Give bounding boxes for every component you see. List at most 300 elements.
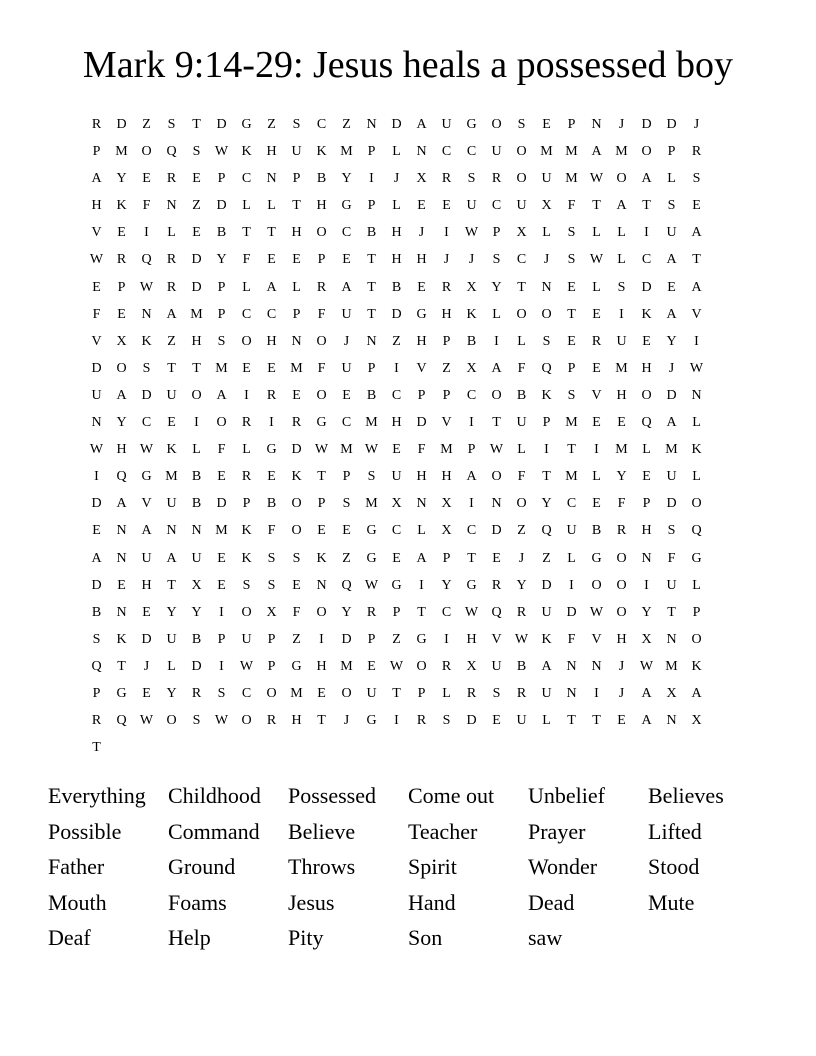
grid-letter: B — [591, 523, 602, 539]
word-bank-item: Mouth — [48, 889, 107, 915]
grid-letter: I — [319, 631, 324, 647]
grid-letter: Y — [666, 333, 677, 349]
word-bank-item: Believe — [288, 818, 356, 844]
grid-letter: Z — [142, 117, 151, 132]
grid-letter: L — [542, 225, 551, 241]
grid-letter: Z — [342, 117, 351, 132]
grid-letter: E — [292, 252, 301, 268]
grid-letter: U — [541, 604, 552, 620]
grid-letter: P — [217, 279, 226, 295]
grid-letter: L — [692, 469, 701, 485]
grid-letter: R — [491, 577, 502, 593]
grid-letter: K — [116, 198, 127, 214]
grid-letter: M — [115, 144, 128, 160]
grid-letter: I — [369, 171, 374, 187]
word-bank-item: Unbelief — [528, 783, 605, 808]
grid-letter: B — [216, 225, 227, 241]
grid-letter: O — [316, 333, 327, 349]
grid-letter: K — [116, 631, 127, 647]
grid-letter: U — [516, 713, 527, 729]
grid-letter: S — [492, 685, 501, 701]
grid-letter: K — [541, 387, 552, 403]
grid-letter: E — [267, 252, 276, 268]
grid-letter: F — [617, 496, 626, 512]
grid-letter: A — [666, 252, 677, 268]
grid-letter: D — [391, 306, 402, 322]
grid-letter: R — [441, 658, 452, 674]
grid-letter: E — [417, 279, 426, 295]
grid-letter: A — [116, 496, 127, 512]
grid-letter: A — [691, 279, 702, 295]
grid-letter: P — [317, 252, 326, 268]
grid-letter: H — [616, 387, 627, 403]
grid-letter: W — [464, 604, 479, 620]
grid-letter: C — [341, 415, 352, 431]
grid-letter: U — [491, 144, 502, 160]
word-bank-item: Wonder — [528, 854, 598, 879]
grid-letter: L — [292, 279, 301, 295]
grid-letter: R — [616, 523, 627, 539]
grid-letter: T — [242, 225, 251, 241]
grid-letter: P — [492, 225, 501, 241]
grid-letter: U — [516, 198, 527, 214]
grid-letter: E — [342, 387, 351, 403]
grid-letter: R — [591, 333, 602, 349]
grid-letter: F — [567, 198, 576, 214]
grid-letter: P — [442, 387, 451, 403]
grid-letter: Z — [192, 198, 201, 214]
grid-letter: T — [642, 198, 651, 214]
grid-letter: M — [340, 442, 353, 458]
grid-letter: Q — [166, 144, 177, 160]
grid-letter: A — [166, 306, 177, 322]
grid-letter: N — [416, 496, 427, 512]
grid-letter: I — [494, 333, 499, 349]
grid-letter: I — [144, 225, 149, 241]
grid-letter: A — [616, 198, 627, 214]
grid-letter: Q — [341, 577, 352, 593]
grid-letter: U — [666, 469, 677, 485]
grid-letter: B — [191, 496, 202, 512]
grid-letter: O — [491, 469, 502, 485]
grid-letter: E — [567, 333, 576, 349]
grid-letter: W — [89, 442, 104, 458]
grid-letter: U — [666, 225, 677, 241]
grid-letter: U — [541, 685, 552, 701]
grid-letter: U — [291, 144, 302, 160]
grid-letter: L — [392, 198, 401, 214]
grid-letter: G — [416, 306, 427, 322]
grid-letter: D — [141, 631, 152, 647]
grid-letter: G — [466, 577, 477, 593]
grid-letter: R — [166, 171, 177, 187]
grid-letter: T — [667, 604, 676, 620]
grid-letter: C — [466, 144, 477, 160]
grid-letter: N — [566, 685, 577, 701]
grid-letter: P — [117, 279, 126, 295]
grid-letter: S — [292, 117, 301, 132]
grid-letter: I — [194, 415, 199, 431]
grid-letter: P — [292, 171, 301, 187]
grid-letter: W — [139, 713, 154, 729]
grid-letter: O — [266, 685, 277, 701]
word-bank-item: Deaf — [48, 925, 91, 950]
grid-letter: Y — [341, 171, 352, 187]
grid-letter: E — [92, 279, 101, 295]
grid-letter: W — [139, 279, 154, 295]
grid-letter: X — [116, 333, 127, 349]
grid-letter: T — [542, 469, 551, 485]
grid-letter: Q — [491, 604, 502, 620]
grid-letter: M — [340, 144, 353, 160]
grid-letter: E — [142, 685, 151, 701]
grid-letter: G — [366, 713, 377, 729]
grid-letter: M — [365, 415, 378, 431]
grid-letter: K — [316, 144, 327, 160]
grid-letter: Q — [116, 713, 127, 729]
grid-letter: M — [615, 442, 628, 458]
grid-letter: D — [666, 496, 677, 512]
grid-letter: V — [491, 631, 502, 647]
grid-letter: N — [566, 658, 577, 674]
grid-letter: O — [516, 144, 527, 160]
grid-letter: R — [91, 713, 102, 729]
grid-letter: Y — [341, 604, 352, 620]
grid-letter: J — [618, 658, 625, 674]
grid-letter: E — [642, 469, 651, 485]
grid-letter: W — [589, 252, 604, 268]
grid-letter: G — [141, 469, 152, 485]
grid-letter: P — [367, 631, 376, 647]
grid-letter: D — [91, 496, 102, 512]
grid-letter: C — [241, 306, 252, 322]
grid-letter: J — [443, 252, 450, 268]
grid-letter: B — [266, 496, 277, 512]
grid-letter: E — [617, 713, 626, 729]
grid-letter: T — [417, 604, 426, 620]
grid-letter: Y — [116, 415, 127, 431]
grid-letter: M — [540, 144, 553, 160]
grid-letter: D — [466, 713, 477, 729]
grid-letter: P — [317, 496, 326, 512]
grid-letter: D — [341, 631, 352, 647]
page-title: Mark 9:14-29: Jesus heals a possessed boy — [82, 44, 734, 86]
grid-letter: I — [244, 387, 249, 403]
grid-letter: Q — [116, 469, 127, 485]
grid-letter: W — [364, 442, 379, 458]
grid-letter: P — [417, 387, 426, 403]
grid-letter: B — [366, 225, 377, 241]
word-bank-item: Childhood — [168, 783, 261, 808]
grid-letter: D — [291, 442, 302, 458]
grid-letter: P — [467, 442, 476, 458]
grid-letter: J — [618, 117, 625, 132]
grid-letter: P — [367, 360, 376, 376]
word-bank-item: Believes — [648, 783, 724, 808]
grid-letter: O — [616, 604, 627, 620]
grid-letter: O — [241, 333, 252, 349]
grid-letter: H — [391, 225, 402, 241]
grid-letter: S — [92, 631, 101, 647]
grid-letter: A — [416, 550, 427, 566]
grid-letter: T — [492, 415, 501, 431]
grid-letter: R — [241, 469, 252, 485]
grid-letter: F — [92, 306, 101, 322]
grid-letter: V — [91, 333, 102, 349]
grid-letter: Y — [191, 604, 202, 620]
grid-letter: B — [91, 604, 102, 620]
grid-letter: L — [592, 469, 601, 485]
grid-letter: W — [239, 658, 254, 674]
grid-letter: T — [192, 360, 201, 376]
grid-letter: T — [367, 279, 376, 295]
grid-letter: F — [517, 360, 526, 376]
grid-letter: E — [367, 658, 376, 674]
grid-letter: O — [141, 144, 152, 160]
grid-letter: R — [416, 713, 427, 729]
grid-letter: Y — [541, 496, 552, 512]
grid-letter: O — [116, 360, 127, 376]
grid-letter: S — [217, 685, 226, 701]
grid-letter: U — [166, 631, 177, 647]
grid-letter: N — [491, 496, 502, 512]
grid-letter: E — [642, 333, 651, 349]
grid-letter: P — [342, 469, 351, 485]
grid-letter: A — [541, 658, 552, 674]
grid-letter: U — [166, 387, 177, 403]
grid-letter: U — [616, 333, 627, 349]
grid-letter: U — [566, 523, 577, 539]
grid-letter: X — [416, 171, 427, 187]
grid-letter: L — [242, 198, 251, 214]
grid-letter: E — [217, 577, 226, 593]
grid-letter: Q — [141, 252, 152, 268]
word-bank-item: Lifted — [648, 818, 702, 844]
grid-letter: U — [341, 306, 352, 322]
grid-letter: I — [94, 469, 99, 485]
grid-letter: T — [692, 252, 701, 268]
grid-letter: L — [167, 658, 176, 674]
grid-letter: M — [615, 144, 628, 160]
grid-letter: X — [466, 279, 477, 295]
grid-letter: E — [592, 306, 601, 322]
grid-letter: E — [142, 171, 151, 187]
grid-letter: L — [692, 577, 701, 593]
grid-letter: F — [517, 469, 526, 485]
grid-letter: M — [565, 469, 578, 485]
grid-letter: H — [391, 252, 402, 268]
grid-letter: G — [691, 550, 702, 566]
grid-letter: L — [192, 442, 201, 458]
grid-letter: O — [316, 225, 327, 241]
grid-letter: A — [166, 550, 177, 566]
grid-letter: I — [569, 577, 574, 593]
grid-letter: P — [267, 631, 276, 647]
grid-letter: B — [516, 387, 527, 403]
grid-letter: A — [91, 550, 102, 566]
grid-letter: S — [342, 496, 351, 512]
grid-letter: W — [689, 360, 704, 376]
grid-letter: T — [592, 713, 601, 729]
grid-letter: T — [292, 198, 301, 214]
word-bank-item: Ground — [168, 854, 236, 879]
word-bank-item: Son — [408, 925, 443, 950]
grid-letter: M — [440, 442, 453, 458]
grid-letter: L — [442, 685, 451, 701]
grid-letter: L — [592, 225, 601, 241]
grid-letter: H — [641, 523, 652, 539]
grid-letter: E — [617, 415, 626, 431]
grid-letter: H — [616, 631, 627, 647]
grid-letter: Q — [691, 523, 702, 539]
grid-letter: V — [416, 360, 427, 376]
grid-letter: L — [167, 225, 176, 241]
grid-letter: U — [241, 631, 252, 647]
grid-letter: N — [166, 198, 177, 214]
grid-letter: R — [191, 685, 202, 701]
grid-letter: F — [267, 523, 276, 539]
word-bank-item: Everything — [48, 783, 146, 808]
grid-letter: X — [191, 577, 202, 593]
grid-letter: E — [542, 117, 551, 132]
grid-letter: A — [691, 225, 702, 241]
grid-letter: O — [516, 496, 527, 512]
grid-letter: U — [341, 360, 352, 376]
grid-letter: D — [391, 117, 402, 132]
grid-letter: Y — [166, 685, 177, 701]
grid-letter: I — [469, 496, 474, 512]
grid-letter: Y — [166, 604, 177, 620]
grid-letter: S — [467, 171, 476, 187]
grid-letter: L — [492, 306, 501, 322]
grid-letter: V — [441, 415, 452, 431]
grid-letter: T — [92, 740, 101, 756]
grid-letter: E — [192, 225, 201, 241]
grid-letter: D — [541, 577, 552, 593]
grid-letter: F — [292, 604, 301, 620]
grid-letter: C — [441, 604, 452, 620]
grid-letter: C — [441, 144, 452, 160]
grid-letter: H — [466, 631, 477, 647]
grid-letter: J — [543, 252, 550, 268]
grid-letter: E — [242, 360, 251, 376]
grid-letter: E — [142, 604, 151, 620]
grid-letter: P — [417, 685, 426, 701]
grid-letter: I — [694, 333, 699, 349]
grid-letter: M — [665, 658, 678, 674]
grid-letter: J — [518, 550, 525, 566]
grid-letter: A — [666, 306, 677, 322]
grid-letter: V — [141, 496, 152, 512]
grid-letter: B — [191, 631, 202, 647]
grid-letter: K — [691, 442, 702, 458]
grid-letter: W — [589, 604, 604, 620]
word-bank-item: Possessed — [288, 783, 377, 808]
grid-letter: E — [267, 469, 276, 485]
grid-letter: A — [141, 523, 152, 539]
grid-letter: L — [667, 171, 676, 187]
grid-letter: C — [491, 198, 502, 214]
grid-letter: L — [242, 279, 251, 295]
grid-letter: R — [516, 604, 527, 620]
grid-letter: O — [241, 713, 252, 729]
grid-letter: S — [517, 117, 526, 132]
grid-letter: X — [666, 685, 677, 701]
grid-letter: H — [316, 658, 327, 674]
grid-letter: M — [365, 496, 378, 512]
grid-letter: B — [516, 658, 527, 674]
grid-letter: E — [442, 198, 451, 214]
grid-letter: M — [565, 171, 578, 187]
grid-letter: I — [469, 415, 474, 431]
grid-letter: B — [366, 387, 377, 403]
grid-letter: U — [516, 415, 527, 431]
grid-letter: I — [219, 658, 224, 674]
grid-letter: P — [542, 415, 551, 431]
grid-letter: T — [317, 713, 326, 729]
word-bank-item: Possible — [48, 818, 122, 844]
grid-letter: F — [217, 442, 226, 458]
grid-letter: W — [139, 442, 154, 458]
grid-letter: C — [516, 252, 527, 268]
grid-letter: H — [391, 415, 402, 431]
grid-letter: Z — [392, 333, 401, 349]
grid-letter: W — [389, 658, 404, 674]
grid-letter: E — [217, 550, 226, 566]
word-bank-item: saw — [528, 925, 563, 950]
grid-letter: M — [165, 469, 178, 485]
grid-letter: M — [215, 360, 228, 376]
grid-letter: W — [464, 225, 479, 241]
grid-letter: D — [216, 496, 227, 512]
grid-letter: Q — [641, 415, 652, 431]
grid-letter: A — [116, 387, 127, 403]
grid-letter: H — [316, 198, 327, 214]
grid-letter: V — [591, 631, 602, 647]
grid-letter: E — [317, 523, 326, 539]
grid-letter: M — [215, 523, 228, 539]
grid-letter: G — [366, 550, 377, 566]
grid-letter: P — [292, 306, 301, 322]
grid-letter: L — [617, 252, 626, 268]
grid-letter: D — [91, 577, 102, 593]
grid-letter: H — [441, 469, 452, 485]
word-bank-item: Help — [168, 925, 211, 950]
grid-letter: M — [665, 442, 678, 458]
grid-letter: A — [491, 360, 502, 376]
grid-letter: L — [267, 198, 276, 214]
grid-letter: T — [192, 117, 201, 132]
grid-letter: R — [516, 685, 527, 701]
grid-letter: N — [691, 387, 702, 403]
grid-letter: A — [641, 171, 652, 187]
grid-letter: X — [266, 604, 277, 620]
grid-letter: P — [217, 631, 226, 647]
grid-letter: S — [567, 387, 576, 403]
grid-letter: N — [541, 279, 552, 295]
grid-letter: K — [291, 469, 302, 485]
grid-letter: A — [91, 171, 102, 187]
grid-letter: U — [491, 658, 502, 674]
word-bank-item: Prayer — [528, 818, 586, 844]
grid-letter: G — [266, 442, 277, 458]
grid-letter: R — [441, 171, 452, 187]
grid-letter: P — [367, 144, 376, 160]
grid-letter: T — [392, 685, 401, 701]
grid-letter: F — [417, 442, 426, 458]
grid-letter: P — [92, 144, 101, 160]
grid-letter: O — [316, 604, 327, 620]
